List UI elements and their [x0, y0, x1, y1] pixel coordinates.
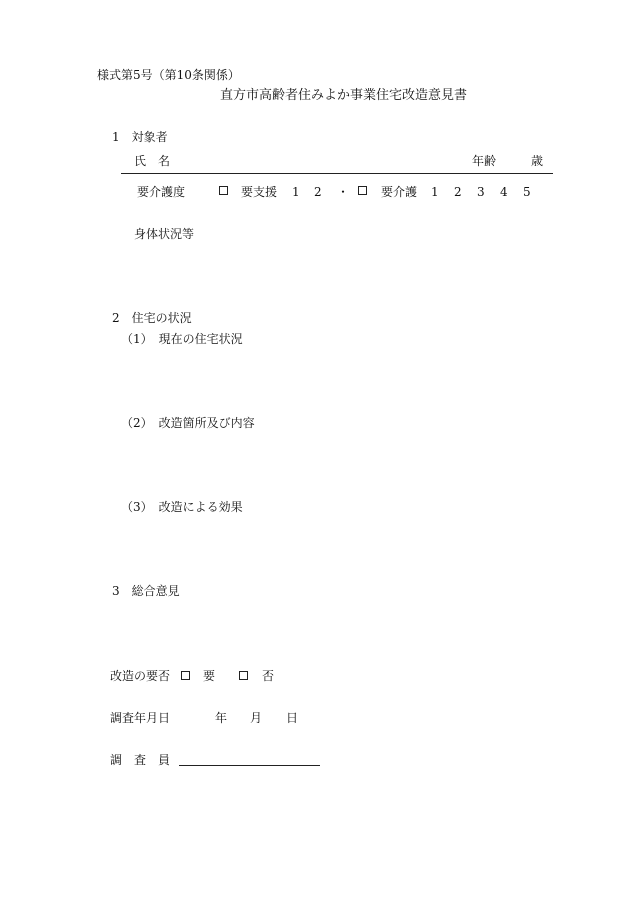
document-title: 直方市高齢者住みよか事業住宅改造意見書 [220, 88, 468, 103]
support-label: 要支援 [241, 185, 278, 199]
need-no-label: 否 [262, 669, 275, 683]
need-no-checkbox[interactable] [239, 671, 248, 680]
support-checkbox[interactable] [219, 186, 228, 195]
day-label: 日 [286, 711, 299, 725]
need-yes-checkbox[interactable] [181, 671, 190, 680]
section3-heading: 3 総合意見 [112, 584, 180, 598]
age-label: 年齢 [472, 154, 497, 168]
care-level-2: 2 [454, 185, 462, 199]
survey-date-label: 調査年月日 [110, 711, 171, 725]
care-level-label: 要介護度 [137, 185, 186, 199]
month-label: 月 [250, 711, 263, 725]
renovation-details-label: （2） 改造箇所及び内容 [121, 416, 255, 430]
current-housing-label: （1） 現在の住宅状況 [121, 332, 243, 346]
care-level-1: 1 [431, 185, 439, 199]
name-underline [121, 173, 553, 174]
need-yes-label: 要 [203, 669, 216, 683]
year-label: 年 [215, 711, 228, 725]
surveyor-label: 調 査 員 [110, 753, 171, 767]
care-level-3: 3 [477, 185, 485, 199]
section1-heading: 1 対象者 [112, 130, 168, 144]
name-label: 氏 名 [134, 154, 171, 168]
form-number: 様式第5号（第10条関係） [97, 68, 240, 82]
support-level-2: 2 [314, 185, 322, 199]
care-label: 要介護 [381, 185, 418, 199]
separator: ・ [337, 185, 350, 199]
renovation-effect-label: （3） 改造による効果 [121, 500, 243, 514]
section2-heading: 2 住宅の状況 [112, 311, 192, 325]
surveyor-signature-line[interactable] [179, 765, 320, 766]
age-unit: 歳 [531, 154, 544, 168]
physical-condition-label: 身体状況等 [134, 227, 195, 241]
support-level-1: 1 [292, 185, 300, 199]
care-checkbox[interactable] [358, 186, 367, 195]
renovation-need-label: 改造の要否 [110, 669, 171, 683]
care-level-4: 4 [500, 185, 508, 199]
care-level-5: 5 [523, 185, 531, 199]
